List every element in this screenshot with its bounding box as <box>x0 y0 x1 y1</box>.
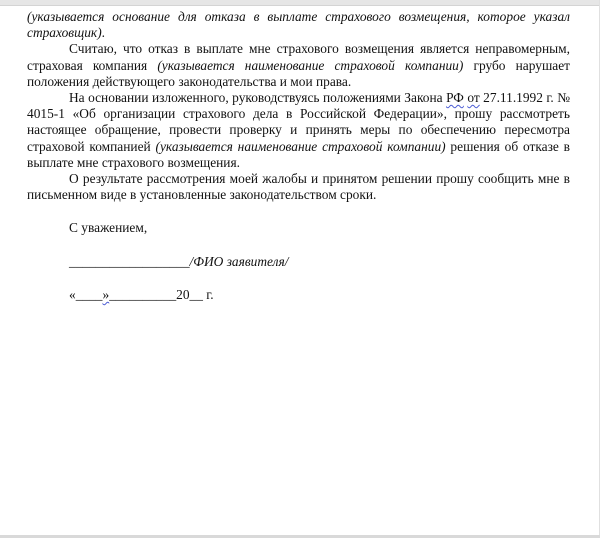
signature-label: /ФИО заявителя/ <box>189 253 289 269</box>
spellcheck-word-ot[interactable]: от <box>467 90 480 106</box>
spellcheck-word-rf[interactable]: РФ <box>446 90 464 106</box>
year-blank: __ <box>189 286 203 302</box>
signature-blank: __________________ <box>69 253 190 269</box>
paragraph-response-request: О результате рассмотрения моей жалобы и принятом решении прошу сообщить мне в письменном виде в установленные законодательством сроки. <box>27 171 570 203</box>
signature-line <box>27 254 570 270</box>
closing-salutation: С уважением, <box>69 220 148 236</box>
date-line: «____»__________20__ г. <box>69 286 214 302</box>
window-top-edge <box>0 0 600 6</box>
day-blank: ____ <box>75 286 103 302</box>
paragraph-refusal-basis: (указывается основание для отказа в выплате страхового возмещения, которое указал страховщик). <box>27 9 570 41</box>
placeholder-refusal-basis: (указывается основание для отказа в выплате страхового возмещения, которое указал страховщик) <box>27 9 570 41</box>
placeholder-insurer-name-2: (указывается наименование страховой компании) <box>155 138 446 154</box>
document-page[interactable] <box>27 9 570 303</box>
paragraph-request: На основании изложенного, руководствуясь положениями Закона РФ от 27.11.1992 г. № 4015-1 «Об организации страхового дела в Российской Федерации», прошу рассмотреть настоящее обращение, провести проверку и принять меры по обеспечению пересмотра страховой компанией (указывается наименование страховой компании) решения об отказе в выплате мне страхового возмещения. <box>27 90 570 170</box>
month-blank: __________ <box>109 286 177 302</box>
placeholder-insurer-name: (указывается наименование страховой компании) <box>157 57 464 73</box>
paragraph-unlawful-claim: Считаю, что отказ в выплате мне страхового возмещения является неправомерным, страховая компания (указывается наименование страховой компании) грубо нарушает положения действующего законодательства и мои права. <box>27 41 570 89</box>
spellcheck-close-quote[interactable]: » <box>102 286 110 302</box>
